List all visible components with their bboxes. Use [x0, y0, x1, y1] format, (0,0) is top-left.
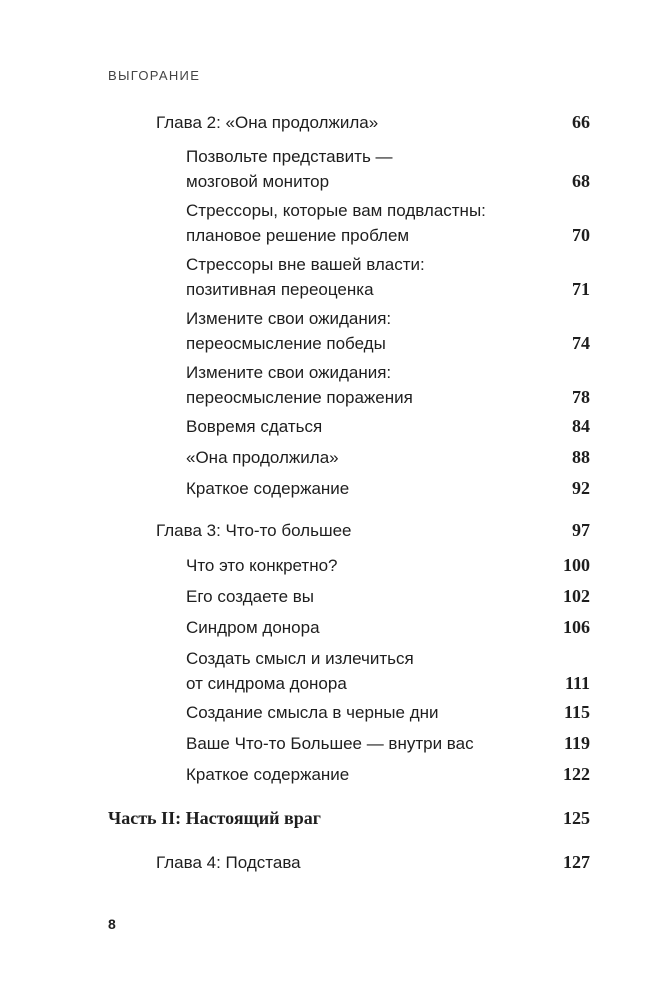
toc-entry-chapter[interactable]	[0, 518, 590, 543]
toc-entry-page: 97	[572, 520, 590, 540]
toc-entry-section[interactable]	[0, 144, 590, 194]
toc-entry-title: Глава 2: «Она продолжила»	[156, 113, 379, 132]
toc-entry-page: 74	[572, 333, 590, 353]
toc-entry-page: 111	[564, 673, 590, 693]
toc-entry-title: Измените свои ожидания: переосмысление победы	[186, 309, 392, 353]
toc-entry-title: Стрессоры вне вашей власти: позитивная переоценка	[186, 255, 425, 299]
toc-entry-section[interactable]	[0, 198, 590, 248]
toc-entry-title: Ваше Что-то Большее — внутри вас	[186, 734, 474, 753]
toc-entry-page: 92	[572, 478, 590, 498]
toc-entry-part[interactable]	[0, 806, 590, 831]
toc-entry-title: Краткое содержание	[186, 479, 350, 498]
toc-entry-page: 125	[563, 808, 590, 828]
page-number: 8	[108, 916, 116, 932]
toc-entry-page: 119	[563, 733, 590, 753]
toc-entry-title: Создать смысл и излечиться от синдрома донора	[186, 649, 414, 693]
toc-entry-chapter[interactable]	[0, 850, 590, 875]
toc-entry-title: Вовремя сдаться	[186, 417, 323, 436]
toc-entry-page: 122	[563, 764, 590, 784]
toc-entry-page: 106	[563, 617, 590, 637]
toc-entry-title: Краткое содержание	[186, 765, 350, 784]
toc-entry-section[interactable]	[0, 252, 590, 302]
toc-entry-section[interactable]	[0, 615, 590, 640]
toc-entry-title: Глава 4: Подстава	[156, 853, 301, 872]
toc-entry-page: 71	[572, 279, 590, 299]
toc-entry-section[interactable]	[0, 553, 590, 578]
toc-entry-page: 78	[572, 387, 590, 407]
running-head: ВЫГОРАНИЕ	[108, 68, 201, 83]
toc-entry-title: Синдром донора	[186, 618, 320, 637]
toc-entry-page: 100	[563, 555, 590, 575]
toc-entry-title: Часть II: Настоящий враг	[108, 808, 321, 828]
toc-entry-chapter[interactable]	[0, 110, 590, 135]
toc-entry-page: 70	[572, 225, 590, 245]
toc-entry-section[interactable]	[0, 700, 590, 725]
toc-entry-section[interactable]	[0, 762, 590, 787]
toc-entry-page: 66	[572, 112, 590, 132]
toc-entry-section[interactable]	[0, 414, 590, 439]
toc-entry-title: Стрессоры, которые вам подвластны: плановое решение проблем	[186, 201, 486, 245]
toc-entry-section[interactable]	[0, 445, 590, 470]
toc-entry-title: Создание смысла в черные дни	[186, 703, 439, 722]
toc-entry-title: Что это конкретно?	[186, 556, 338, 575]
toc-entry-page: 115	[563, 702, 590, 722]
toc-entry-section[interactable]	[0, 731, 590, 756]
toc-entry-section[interactable]	[0, 306, 590, 356]
toc-entry-page: 88	[572, 447, 590, 467]
toc-entry-section[interactable]	[0, 476, 590, 501]
toc-entry-page: 127	[563, 852, 590, 872]
toc-entry-title: Его создаете вы	[186, 587, 315, 606]
toc-entry-section[interactable]	[0, 584, 590, 609]
toc-entry-page: 84	[572, 416, 590, 436]
toc-entry-title: Глава 3: Что-то большее	[156, 521, 352, 540]
toc-entry-title: Измените свои ожидания: переосмысление поражения	[186, 363, 413, 407]
toc-entry-section[interactable]	[0, 360, 590, 410]
toc-entry-page: 68	[572, 171, 590, 191]
toc-entry-title: Позвольте представить — мозговой монитор	[186, 147, 393, 191]
toc-entry-section[interactable]	[0, 646, 590, 696]
toc-entry-page: 102	[563, 586, 590, 606]
toc-entry-title: «Она продолжила»	[186, 448, 339, 467]
